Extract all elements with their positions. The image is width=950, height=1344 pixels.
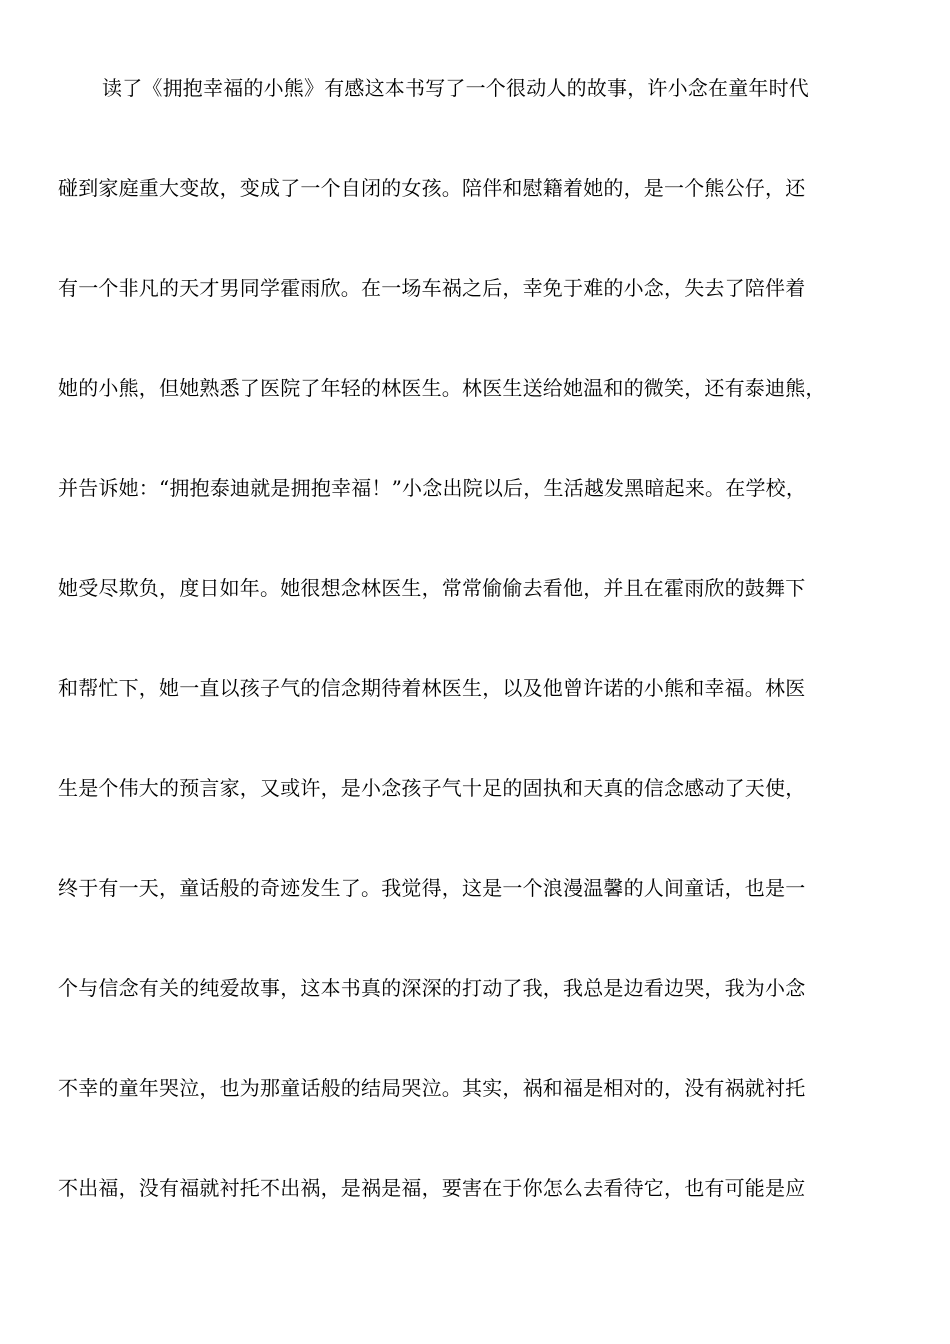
paragraph-line: 读了《拥抱幸福的小熊》有感这本书写了一个很动人的故事，许小念在童年时代 <box>102 76 809 100</box>
paragraph-line: 终于有一天，童话般的奇迹发生了。我觉得，这是一个浪漫温馨的人间童话，也是一 <box>58 876 806 900</box>
paragraph-line: 生是个伟大的预言家，又或许，是小念孩子气十足的固执和天真的信念感动了天使， <box>58 776 806 800</box>
paragraph-line: 她的小熊，但她熟悉了医院了年轻的林医生。林医生送给她温和的微笑，还有泰迪熊， <box>58 376 826 400</box>
paragraph-line: 并告诉她：“拥抱泰迪就是拥抱幸福！”小念出院以后，生活越发黑暗起来。在学校， <box>58 476 807 500</box>
paragraph-line: 个与信念有关的纯爱故事，这本书真的深深的打动了我，我总是边看边哭，我为小念 <box>58 976 806 1000</box>
paragraph-line: 她受尽欺负，度日如年。她很想念林医生，常常偷偷去看他，并且在霍雨欣的鼓舞下 <box>58 576 806 600</box>
paragraph-line: 碰到家庭重大变故，变成了一个自闭的女孩。陪伴和慰籍着她的，是一个熊公仔，还 <box>58 176 806 200</box>
paragraph-line: 有一个非凡的天才男同学霍雨欣。在一场车祸之后，幸免于难的小念，失去了陪伴着 <box>58 276 806 300</box>
paragraph-line: 不出福，没有福就衬托不出祸，是祸是福，要害在于你怎么去看待它，也有可能是应 <box>58 1176 806 1200</box>
paragraph-line: 不幸的童年哭泣，也为那童话般的结局哭泣。其实，祸和福是相对的，没有祸就衬托 <box>58 1076 806 1100</box>
paragraph-line: 和帮忙下，她一直以孩子气的信念期待着林医生，以及他曾许诺的小熊和幸福。林医 <box>58 676 806 700</box>
